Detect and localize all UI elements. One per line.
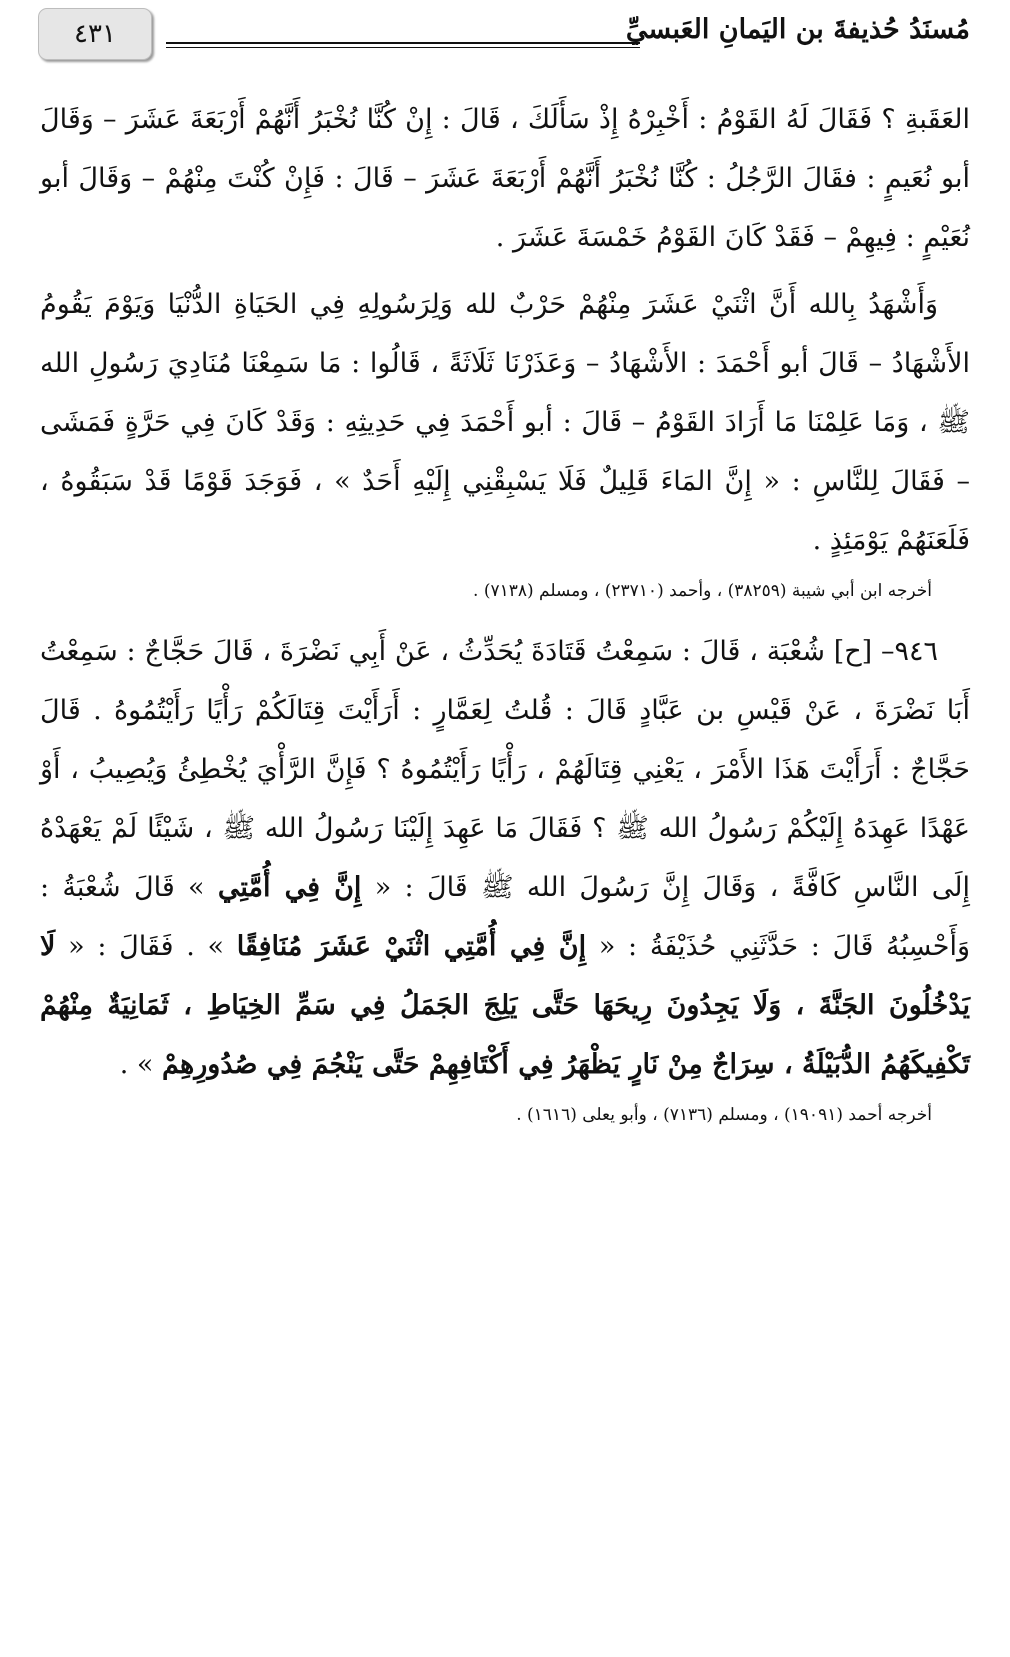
- hadith-text-part: ٩٤٦– [ح] شُعْبَة ، قَالَ : سَمِعْتُ قَتَادَةَ يُحَدِّثُ ، عَنْ أَبِي نَضْرَةَ ، قَالَ حَجَّاجٌ : سَمِعْتُ أَبَا نَضْرَةَ ، عَنْ قَيْسِ بن عَبَّادٍ قَالَ : قُلتُ لِعَمَّارٍ : أَرَأَيْتَ قِتَالَكُمْ رَأْيًا رَأَيْتُمُوهُ . قَالَ حَجَّاجٌ : أَرَأَيْتَ هَذَا الأَمْرَ ، يَعْنِي قِتَالَهُمْ ، رَأْيًا رَأَيْتُمُوهُ ؟ فَإِنَّ الرَّأْيَ يُخْطِئُ وَيُصِيبُ ، أَوْ عَهْدًا عَهِدَهُ إِلَيْكُمْ رَسُولُ الله ﷺ ؟ فَقَالَ مَا عَهِدَ إِلَيْنَا رَسُولُ الله ﷺ ، شَيْئًا لَمْ يَعْهَدْهُ إِلَى النَّاسِ كَافَّةً ، وَقَالَ إِنَّ رَسُولَ الله ﷺ قَالَ : «: [40, 636, 970, 903]
- paragraph-testimony: وَأَشْهَدُ بِالله أَنَّ اثْنَيْ عَشَرَ مِنْهُمْ حَرْبٌ لله وَلِرَسُولِهِ فِي الحَيَاةِ الدُّنْيَا وَيَوْمَ يَقُومُ الأَشْهَادُ – قَالَ أبو أَحْمَدَ : الأَشْهَادُ – وَعَذَرْنَا ثَلَاثَةً ، قَالُوا : مَا سَمِعْنَا مُنَادِيَ رَسُولِ الله ﷺ ، وَمَا عَلِمْنَا مَا أَرَادَ القَوْمُ – قَالَ : أبو أَحْمَدَ فِي حَدِيثِهِ : وَقَدْ كَانَ فِي حَرَّةٍ فَمَشَى – فَقَالَ لِلنَّاسِ : « إِنَّ المَاءَ قَلِيلٌ فَلَا يَسْبِقْنِي إِلَيْهِ أَحَدٌ » ، فَوَجَدَ قَوْمًا قَدْ سَبَقُوهُ ، فَلَعَنَهُمْ يَوْمَئِذٍ .: [40, 289, 970, 556]
- paragraph-continuation: العَقَبةِ ؟ فَقَالَ لَهُ القَوْمُ : أَخْبِرْهُ إِذْ سَأَلَكَ ، قَالَ : إِنْ كُنَّا نُخْبَرُ أَنَّهُمْ أَرْبَعَةَ عَشَرَ – وَقَالَ أبو نُعَيمٍ : فقَالَ الرَّجُلُ : كُنَّا نُخْبَرُ أَنَّهُمْ أَرْبَعَةَ عَشَرَ – قَالَ : فَإِنْ كُنْتَ مِنْهُمْ – وَقَالَ أبو نُعَيْمٍ : فِيهِمْ – فَقَدْ كَانَ القَوْمُ خَمْسَةَ عَشَرَ .: [40, 104, 970, 253]
- hadith-946: [40, 622, 970, 1130]
- hadith-text-part: » . فَقَالَ : «: [55, 931, 237, 962]
- page-number-tab: [38, 8, 152, 60]
- prophetic-speech: إِنَّ فِي أُمَّتِي: [217, 872, 362, 903]
- prophetic-speech: إِنَّ فِي أُمَّتِي اثْنَيْ عَشَرَ مُنَافِقًا: [236, 931, 587, 962]
- hadith-text-part: » .: [119, 1049, 163, 1080]
- running-title: مُسنَدُ حُذيفةَ بن اليَمانِ العَبسيِّ: [625, 14, 970, 45]
- page-header: [38, 8, 970, 68]
- hadith-946-text: [40, 622, 970, 1094]
- hadith-text-part: » قَالَ شُعْبَةُ : وَأَحْسِبُهُ قَالَ : حَدَّثَنِي حُذَيْفَةُ : «: [40, 872, 970, 962]
- takhrij-footnote: أخرجه ابن أبي شيبة (٣٨٢٥٩) ، وأحمد (٢٣٧١٠) ، ومسلم (٧١٣٨) .: [473, 581, 932, 601]
- prophetic-speech: لَا يَدْخُلُونَ الجَنَّةَ ، وَلَا يَجِدُونَ رِيحَهَا حَتَّى يَلِجَ الجَمَلُ فِي سَمِّ الخِيَاطِ ، ثَمَانِيَةٌ مِنْهُمْ تَكْفِيكَهُمُ الدُّبَيْلَةُ ، سِرَاجٌ مِنْ نَارٍ يَظْهَرُ فِي أَكْتَافِهِمْ حَتَّى يَنْجُمَ فِي صُدُورِهِمْ: [40, 931, 970, 1080]
- page-content: [40, 90, 970, 1140]
- page-number: ٤٣١: [74, 19, 116, 49]
- header-rule: [166, 42, 640, 48]
- takhrij-footnote: أخرجه أحمد (١٩٠٩١) ، ومسلم (٧١٣٦) ، وأبو يعلى (١٦١٦) .: [516, 1105, 932, 1125]
